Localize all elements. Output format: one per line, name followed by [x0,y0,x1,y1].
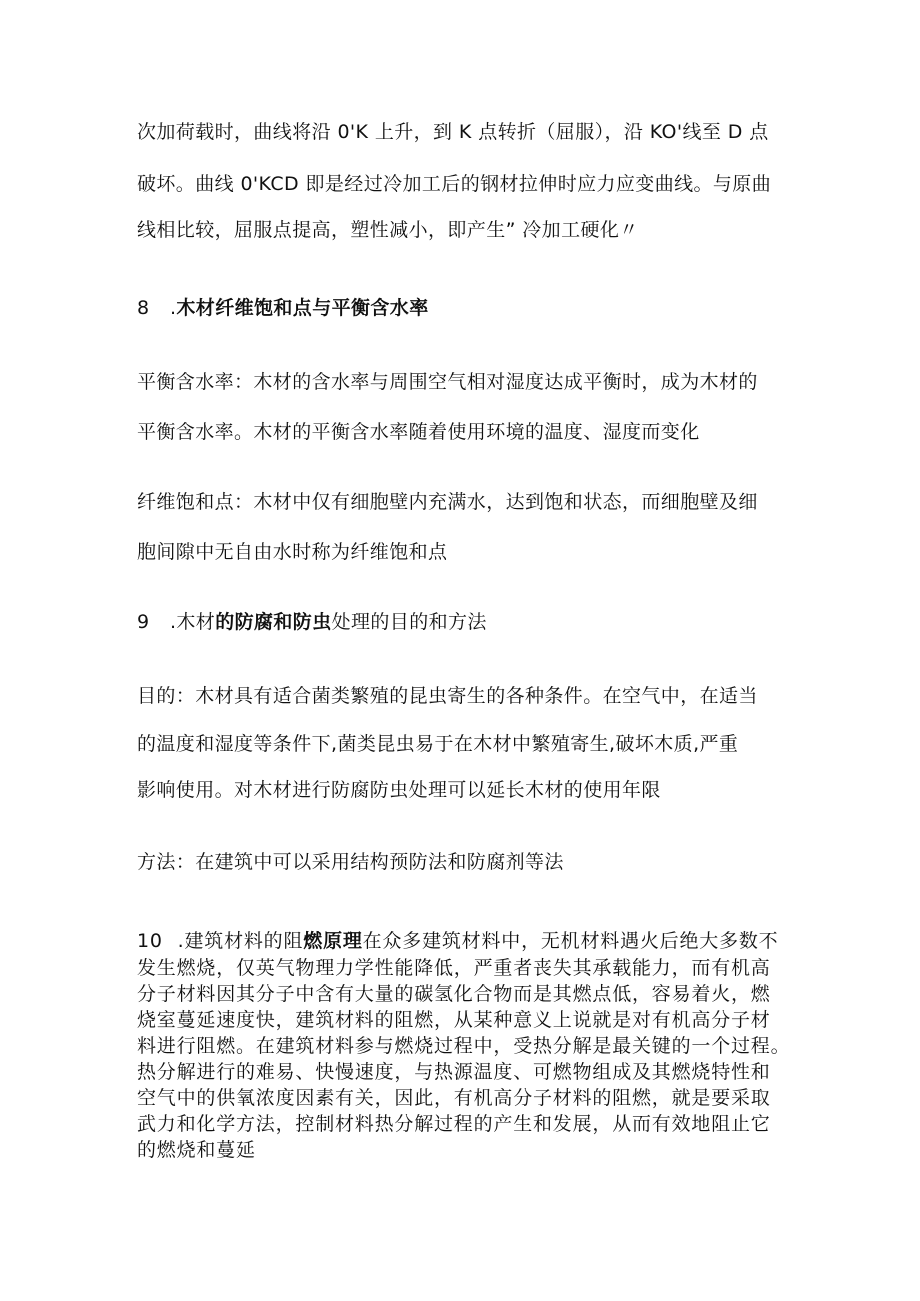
heading-9-suffix: 处理的目的和方法 [331,611,487,633]
heading-8-title: 木材纤维饱和点与平衡含水率 [176,297,429,319]
equilibrium-line-1: 平衡含水率：木材的含水率与周围空气相对湿度达成平衡时，成为木材的 [137,371,758,393]
section-10-line-2: 发生燃烧，仅英气物理力学性能降低，严重者丧失其承载能力，而有机高 [137,957,771,979]
section-10-line-9: 的燃烧和蔓延 [137,1139,256,1161]
saturation-line-2: 胞间隙中无自由水时称为纤维饱和点 [137,541,448,563]
section-10-line-4: 烧室蔓延速度快，建筑材料的阻燃，从某种意义上说就是对有机高分子材 [137,1009,771,1031]
method-line-1: 方法：在建筑中可以采用结构预防法和防腐剂等法 [137,851,564,873]
section-10-line-3: 分子材料因其分子中含有大量的碳氢化合物而是其燃点低，容易着火，燃 [137,983,771,1005]
saturation-line-1: 纤维饱和点：木材中仅有细胞壁内充满水，达到饱和状态，而细胞壁及细 [137,491,758,513]
section-10-line-7: 空气中的供氧浓度因素有关，因此，有机高分子材料的阻燃，就是要采取 [137,1087,771,1109]
purpose-line-1: 目的：木材具有适合菌类繁殖的昆虫寄生的各种条件。在空气中，在适当 [137,685,758,707]
section-10-line-8: 武力和化学方法，控制材料热分解过程的产生和发展，从而有效地阻止它 [137,1113,771,1135]
cold-work-line-1: 次加荷载时，曲线将沿 0'K 上升，到 K 点转折（屈服），沿 KO'线至 D 点 [137,121,769,143]
cold-work-line-2: 破坏。曲线 0'KCD 即是经过冷加工后的钢材拉伸时应力应变曲线。与原曲 [137,173,772,195]
heading-8-number: 8 [137,297,150,319]
purpose-line-2: 的温度和湿度等条件下,菌类昆虫易于在木材中繁殖寄生,破坏木质,严重 [137,733,739,755]
section-10-line-1 [137,929,778,953]
section-10-number: 10 [137,930,163,952]
heading-9-prefix: .木材 [169,611,216,633]
section-10-prefix: .建筑材料的阻 [177,930,304,952]
heading-8-dot: . [169,297,177,319]
heading-8 [137,296,429,320]
equilibrium-line-2: 平衡含水率。木材的平衡含水率随着使用环境的温度、湿度而变化 [137,421,700,443]
heading-9-number: 9 [137,611,150,633]
section-10-line-5: 料进行阻燃。在建筑材料参与燃烧过程中，受热分解是最关键的一个过程。 [137,1035,791,1057]
heading-9 [137,610,487,634]
purpose-line-3: 影响使用。对木材进行防腐防虫处理可以延长木材的使用年限 [137,779,661,801]
section-10-bold: 燃原理 [303,930,363,952]
cold-work-line-3: 线相比较，屈服点提高，塑性减小，即产生” 冷加工硬化〃 [137,219,639,241]
heading-9-bold: 的防腐和防虫 [215,611,332,633]
section-10-line1-rest: 在众多建筑材料中，无机材料遇火后绝大多数不 [362,930,779,952]
section-10-line-6: 热分解进行的难易、快慢速度，与热源温度、可燃物组成及其燃烧特性和 [137,1061,771,1083]
